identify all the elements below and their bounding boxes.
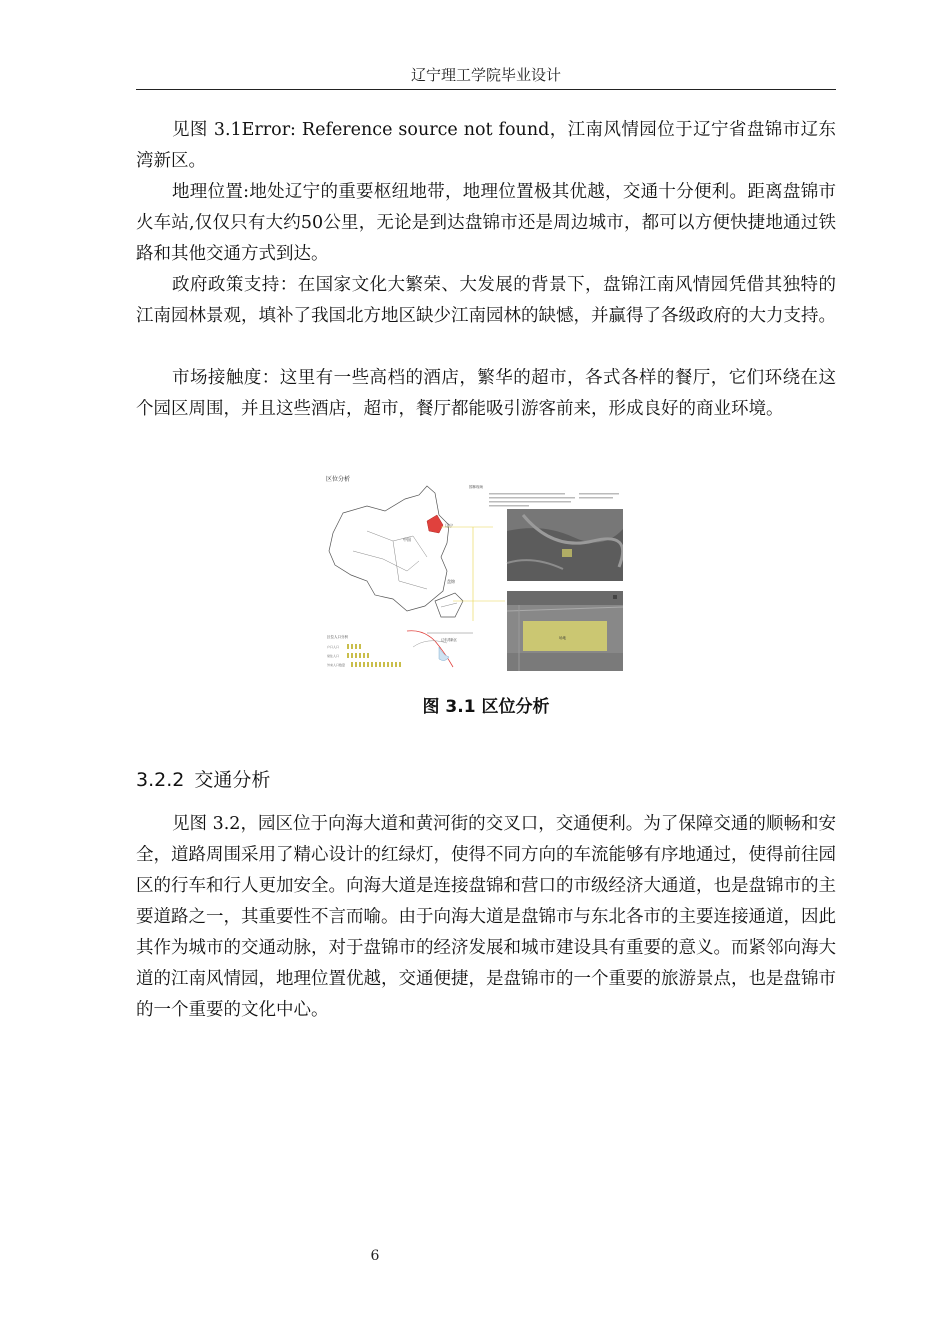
label-row-migrant: 外来人口数量 xyxy=(327,663,346,667)
paragraph-government-policy: 政府政策支持：在国家文化大繁荣、大发展的背景下，盘锦江南风情园凭借其独特的江南园林景观，填补了我国北方地区缺少江南园林的缺憾，并赢得了各级政府的大力支持。 xyxy=(136,275,836,326)
satellite-image-regional xyxy=(507,509,623,581)
figure-caption: 图 3.1 区位分析 xyxy=(422,697,550,717)
page-header: 辽宁理工学院毕业设计 xyxy=(410,66,561,84)
label-site-top: 园林现场 xyxy=(469,485,483,489)
paragraph-figure-reference: 见图 3.1Error: Reference source not found，江南风情园位于辽宁省盘锦市辽东湾新区。 xyxy=(136,120,836,171)
section-title: 交通分析 xyxy=(194,769,271,791)
label-site: 场地 xyxy=(559,636,566,640)
label-liaoning: 辽宁 xyxy=(445,523,453,528)
satellite-image-site xyxy=(507,591,623,671)
location-analysis-svg xyxy=(323,471,623,671)
china-map-outline xyxy=(329,486,449,611)
page-number: 6 xyxy=(370,1248,380,1264)
figure-title: 区位分析 xyxy=(326,476,351,483)
label-row-registered: 户口人口 xyxy=(327,645,340,649)
paragraph-market-access: 市场接触度：这里有一些高档的酒店，繁华的超市，各式各样的餐厅，它们环绕在这个园区周围，并且这些酒店，超市，餐厅都能吸引游客前来，形成良好的商业环境。 xyxy=(136,368,836,419)
descriptive-text-block xyxy=(489,493,619,507)
paragraph-geographic-location: 地理位置:地处辽宁的重要枢纽地带，地理位置极其优越，交通十分便利。距离盘锦市火车站,仅仅只有大约50公里，无论是到达盘锦市还是周边城市，都可以方便快捷地通过铁路和其他交通方式到达。 xyxy=(136,182,836,264)
section-number: 3.2.2 xyxy=(136,769,185,791)
paragraph-traffic-analysis: 见图 3.2，园区位于向海大道和黄河街的交叉口，交通便利。为了保障交通的顺畅和安全，道路周围采用了精心设计的红绿灯，使得不同方向的车流能够有序地通过，使得前往园区的行车和行人更加安全。向海大道是连接盘锦和营口的市级经济大通道，也是盘锦市的主要道路之一，其重要性不言而喻。由于向海大道是盘锦市与东北各市的主要连接通道，因此其作为城市的交通动脉，对于盘锦市的经济发展和城市建设具有重要的意义。而紧邻向海大道的江南风情园，地理位置优越，交通便捷，是盘锦市的一个重要的旅游景点，也是盘锦市的一个重要的文化中心。 xyxy=(136,814,836,1020)
label-row-resident: 常住人口 xyxy=(327,654,340,658)
bay-area-map xyxy=(407,631,473,667)
label-panjin: 盘锦 xyxy=(447,579,455,584)
location-analysis-figure xyxy=(323,471,623,671)
label-population: 区位人口分析 xyxy=(327,635,348,639)
header-rule xyxy=(136,89,836,90)
population-pictogram xyxy=(347,644,401,667)
section-heading xyxy=(136,765,270,795)
label-china: 中国 xyxy=(403,537,411,542)
label-bay-area: 辽东湾新区 xyxy=(441,638,457,642)
